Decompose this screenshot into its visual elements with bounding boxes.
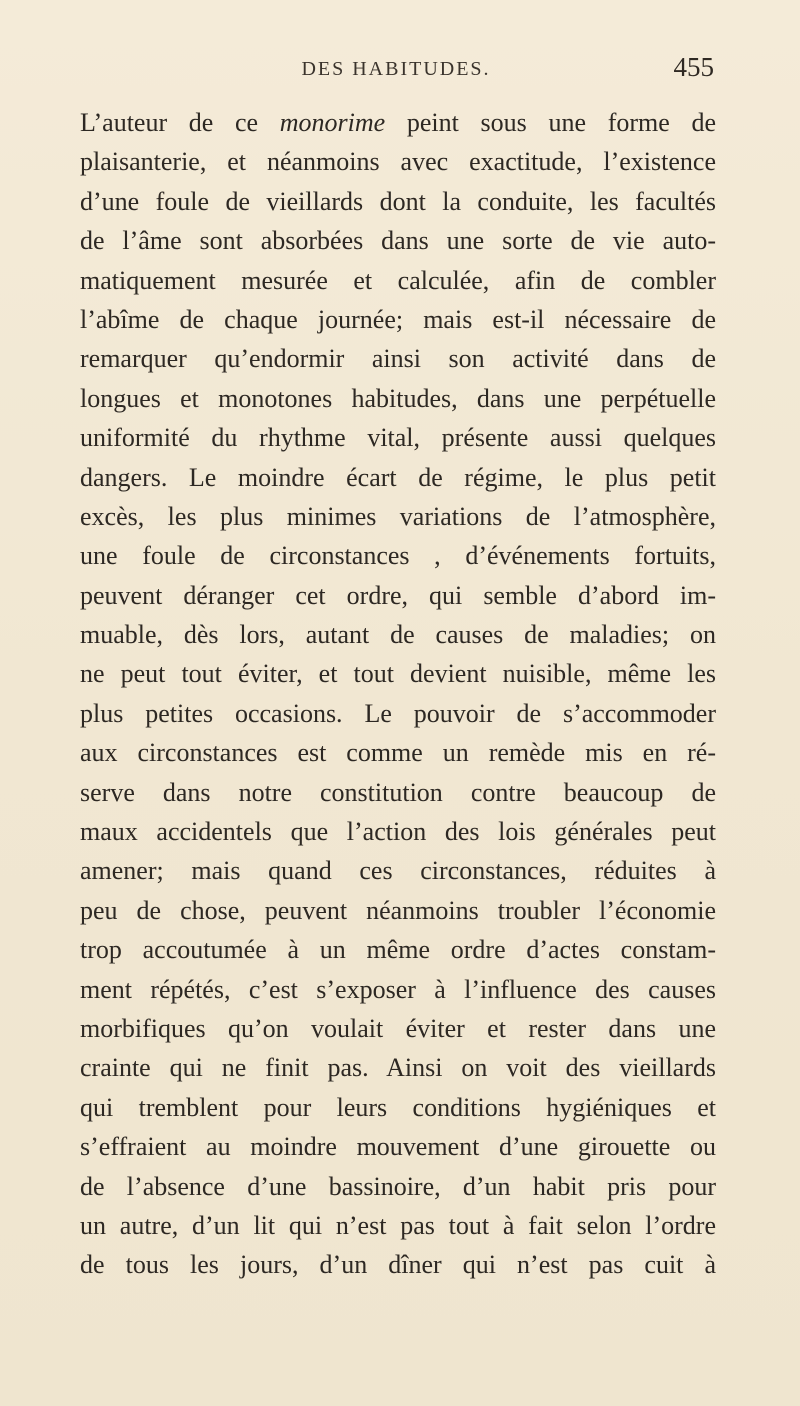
text-line: longues et monotones habitudes, dans une perpétuelle bbox=[80, 383, 716, 413]
text-line: trop accoutumée à un même ordre d’actes constam- bbox=[80, 935, 716, 965]
text-line: excès, les plus minimes variations de l’atmosphère, bbox=[80, 501, 716, 531]
text-line: serve dans notre constitution contre beaucoup de bbox=[80, 777, 716, 807]
text-line: un autre, d’un lit qui n’est pas tout à fait selon l’ordre bbox=[80, 1210, 716, 1240]
italic-word: monorime bbox=[279, 108, 386, 137]
text-fragment: L’auteur de ce bbox=[80, 108, 280, 137]
text-line: peuvent déranger cet ordre, qui semble d’abord im- bbox=[80, 580, 716, 610]
text-line: de tous les jours, d’un dîner qui n’est pas cuit à bbox=[80, 1250, 716, 1280]
text-line: aux circonstances est comme un remède mis en ré- bbox=[80, 738, 716, 768]
text-line: s’effraient au moindre mouvement d’une girouette ou bbox=[80, 1132, 716, 1162]
running-title: DES HABITUDES. bbox=[301, 58, 491, 80]
text-line: remarquer qu’endormir ainsi son activité dans de bbox=[80, 344, 716, 374]
text-line: plaisanterie, et néanmoins avec exactitude, l’existence bbox=[80, 147, 716, 177]
page-number: 455 bbox=[673, 52, 714, 82]
text-line: ment répétés, c’est s’exposer à l’influence des causes bbox=[80, 974, 716, 1004]
text-line: l’abîme de chaque journée; mais est-il nécessaire de bbox=[80, 304, 716, 334]
body-text bbox=[80, 103, 716, 1285]
text-line: crainte qui ne finit pas. Ainsi on voit des vieillards bbox=[80, 1053, 716, 1083]
running-head bbox=[78, 52, 714, 86]
text-line: de l’âme sont absorbées dans une sorte de vie auto- bbox=[80, 226, 716, 256]
text-line: matiquement mesurée et calculée, afin de combler bbox=[80, 265, 716, 295]
text-line: de l’absence d’une bassinoire, d’un habit pris pour bbox=[80, 1171, 716, 1201]
text-line: ne peut tout éviter, et tout devient nuisible, même les bbox=[80, 659, 716, 689]
text-line: qui tremblent pour leurs conditions hygiéniques et bbox=[80, 1092, 716, 1122]
text-line: plus petites occasions. Le pouvoir de s’accommoder bbox=[80, 698, 716, 728]
text-line: maux accidentels que l’action des lois générales peut bbox=[80, 817, 716, 847]
text-line: une foule de circonstances , d’événements fortuits, bbox=[80, 541, 716, 571]
text-line: uniformité du rhythme vital, présente aussi quelques bbox=[80, 423, 716, 453]
text-fragment: peint sous une forme de bbox=[385, 108, 716, 137]
text-line: muable, dès lors, autant de causes de maladies; on bbox=[80, 620, 716, 650]
text-line: d’une foule de vieillards dont la conduite, les facultés bbox=[80, 186, 716, 216]
text-line bbox=[80, 103, 716, 142]
text-line: peu de chose, peuvent néanmoins troubler l’économie bbox=[80, 895, 716, 925]
text-line: dangers. Le moindre écart de régime, le plus petit bbox=[80, 462, 716, 492]
text-line: amener; mais quand ces circonstances, réduites à bbox=[80, 856, 716, 886]
text-line: morbifiques qu’on voulait éviter et rester dans une bbox=[80, 1013, 716, 1043]
